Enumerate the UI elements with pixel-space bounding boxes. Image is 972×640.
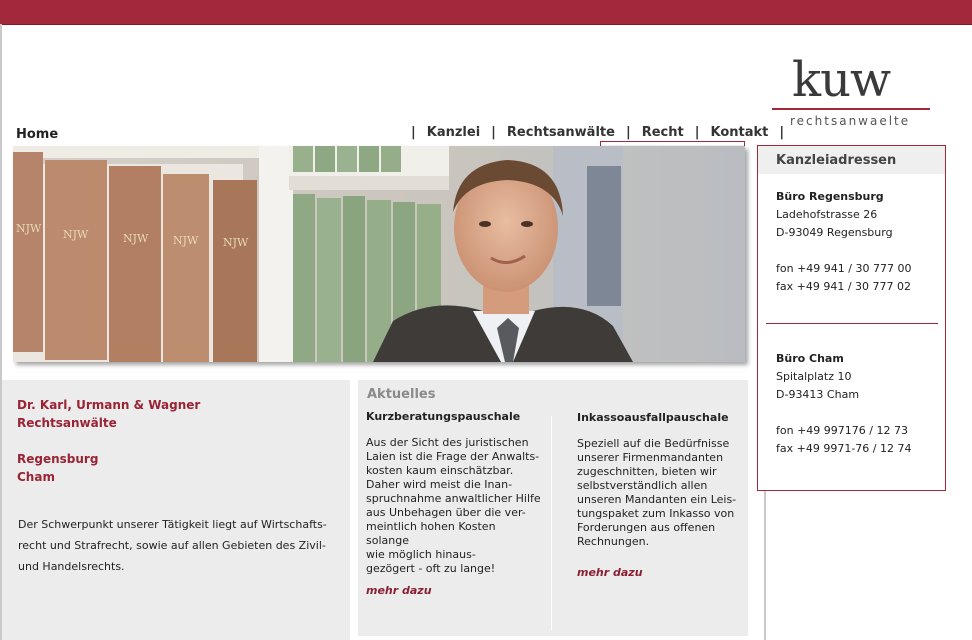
logo-subtitle: rechtsanwaelte xyxy=(790,114,911,128)
hero-book xyxy=(163,174,209,362)
hero-book-green xyxy=(359,146,379,172)
nav-separator: | xyxy=(779,124,785,140)
read-more-link[interactable]: mehr dazu xyxy=(577,566,643,579)
nav-separator: | xyxy=(411,124,416,140)
news-panel xyxy=(358,380,748,636)
firm-locations xyxy=(17,450,98,486)
article-line: zugeschnitten, bieten wir xyxy=(577,465,717,478)
article-line: kosten kaum einschätzbar. xyxy=(366,464,514,477)
article-line: unseren Mandanten ein Leis- xyxy=(577,493,737,506)
nav-item-recht[interactable]: Recht xyxy=(641,124,684,140)
article-line: Speziell auf die Bedürfnisse xyxy=(577,437,730,450)
hero-book xyxy=(213,180,257,362)
article-line: selbstverständlich allen xyxy=(577,479,708,492)
hero-book xyxy=(13,152,43,352)
description-line: und Handelsrechts. xyxy=(18,560,125,573)
nav-separator: | xyxy=(694,124,700,140)
article-line: Rechnungen. xyxy=(577,535,650,548)
sidebar-tail-line xyxy=(764,491,766,640)
article-line: Aus der Sicht des juristischen xyxy=(366,436,529,449)
hero-image xyxy=(13,146,745,362)
firm-name xyxy=(17,396,200,432)
hero-book xyxy=(109,166,161,362)
location-line: Cham xyxy=(17,470,55,484)
article-line: tungspaket zum Inkasso von xyxy=(577,507,735,520)
article-body xyxy=(366,436,542,576)
office-cham xyxy=(776,350,911,458)
hero-eye xyxy=(521,221,533,227)
logo-underline xyxy=(772,108,930,110)
hero-shelf-side xyxy=(259,146,293,362)
news-divider xyxy=(551,416,552,630)
nav-item-kontakt[interactable]: Kontakt xyxy=(710,124,769,140)
office-phone: fon +49 997176 / 12 73 xyxy=(776,424,908,437)
office-street: Spitalplatz 10 xyxy=(776,370,852,383)
nav-separator: | xyxy=(625,124,631,140)
description-line: recht und Strafrecht, sowie auf allen Gebieten des Zivil- xyxy=(18,539,326,552)
office-phone: fon +49 941 / 30 777 00 xyxy=(776,262,912,275)
office-city: D-93049 Regensburg xyxy=(776,226,893,239)
nav-separator: | xyxy=(491,124,496,140)
description-line: Der Schwerpunkt unserer Tätigkeit liegt auf Wirtschafts- xyxy=(18,518,327,531)
article-title: Inkassoausfallpauschale xyxy=(577,411,729,424)
hero-book-green xyxy=(293,146,313,172)
hero-book xyxy=(45,160,107,360)
nav-item-rechtsanwaelte[interactable]: Rechtsanwälte xyxy=(506,124,615,140)
logo-wordmark: kuw xyxy=(792,52,891,108)
hero-book-label: NJW xyxy=(63,228,89,241)
location-line: Regensburg xyxy=(17,452,99,466)
office-city: D-93413 Cham xyxy=(776,388,860,401)
office-name: Büro Cham xyxy=(776,352,844,365)
article-title: Kurzberatungspauschale xyxy=(366,410,521,423)
hero-book-green xyxy=(343,196,365,362)
article-line: wie möglich hinaus- xyxy=(366,548,476,561)
hero-illustration xyxy=(13,146,745,362)
hero-book-green xyxy=(293,194,315,362)
news-article xyxy=(366,410,542,597)
article-line: meintlich hohen Kosten solange xyxy=(366,520,496,547)
article-line: aus Unbehagen über die ver- xyxy=(366,506,526,519)
news-article xyxy=(577,411,753,579)
office-street: Ladehofstrasse 26 xyxy=(776,208,878,221)
hero-book-green xyxy=(315,146,335,172)
hero-book-green xyxy=(381,146,401,172)
hero-book-label: NJW xyxy=(16,222,42,235)
read-more-link[interactable]: mehr dazu xyxy=(366,584,432,597)
article-line: gezögert - oft zu lange! xyxy=(366,562,496,575)
firm-name-line: Rechtsanwälte xyxy=(17,416,117,430)
article-body xyxy=(577,437,753,549)
main-nav xyxy=(400,123,795,141)
office-fax: fax +49 941 / 30 777 02 xyxy=(776,280,912,293)
office-fax: fax +49 9971-76 / 12 74 xyxy=(776,442,912,455)
sidebar-divider xyxy=(766,323,938,324)
article-line: Laien ist die Frage der Anwalts- xyxy=(366,450,540,463)
nav-home-link[interactable]: Home xyxy=(16,127,59,142)
hero-book-label: NJW xyxy=(123,232,149,245)
news-title: Aktuelles xyxy=(367,387,436,402)
hero-eye xyxy=(479,221,491,227)
article-line: spruchnahme anwaltlicher Hilfe xyxy=(366,492,541,505)
firm-name-line: Dr. Karl, Urmann & Wagner xyxy=(17,398,201,412)
office-addresses-panel xyxy=(757,145,946,491)
intro-panel xyxy=(2,380,350,640)
hero-book-green xyxy=(337,146,357,172)
sidebar-title: Kanzleiadressen xyxy=(758,146,945,174)
nav-item-kanzlei[interactable]: Kanzlei xyxy=(426,124,481,140)
hero-book-label: NJW xyxy=(173,234,199,247)
logo[interactable] xyxy=(770,40,935,135)
office-name: Büro Regensburg xyxy=(776,190,884,203)
top-bar xyxy=(0,0,972,25)
article-line: Forderungen aus offenen xyxy=(577,521,716,534)
hero-shelf-board xyxy=(289,176,449,190)
office-regensburg xyxy=(776,188,911,296)
hero-book-dark xyxy=(587,166,621,306)
firm-description xyxy=(18,514,338,577)
hero-book-green xyxy=(317,198,341,362)
article-line: Daher wird meist die Inan- xyxy=(366,478,513,491)
article-line: unserer Firmenmandanten xyxy=(577,451,724,464)
hero-book-label: NJW xyxy=(223,236,249,249)
